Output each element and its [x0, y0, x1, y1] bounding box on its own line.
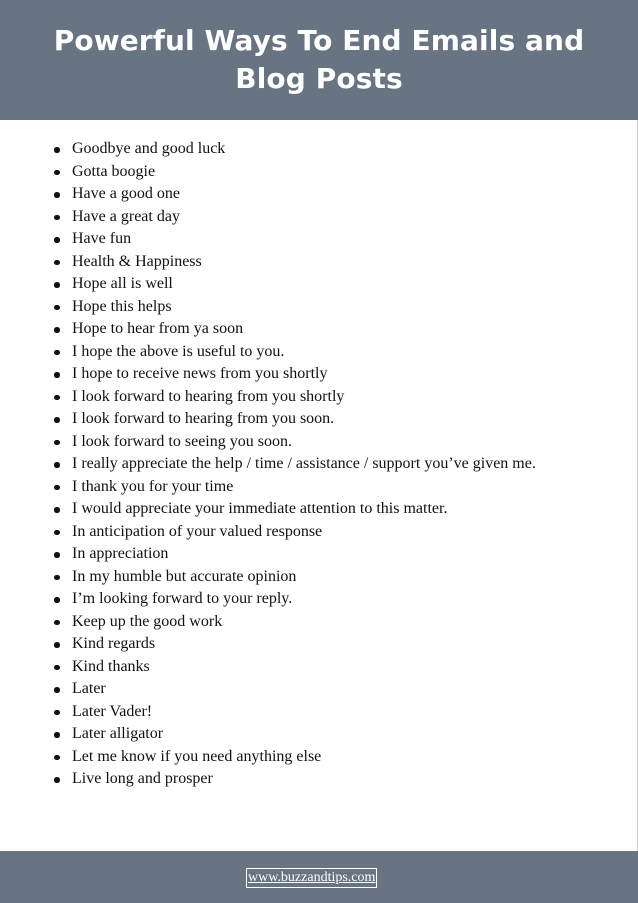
bullet-icon	[54, 350, 60, 356]
list-item	[45, 588, 625, 611]
list-item	[45, 386, 625, 409]
list-item	[45, 746, 625, 769]
page-title: Powerful Ways To End Emails and Blog Posts	[53, 24, 585, 95]
list-item-text: Later alligator	[72, 725, 164, 742]
list-item-text: I thank you for your time	[72, 477, 234, 495]
bullet-icon	[54, 282, 60, 288]
list-item	[45, 543, 625, 566]
list-item	[45, 431, 625, 454]
list-item-text: Keep up the good work	[72, 612, 223, 630]
list-item-text: I really appreciate the help / time / assistance / support you’ve given me.	[72, 455, 536, 472]
list-item	[45, 701, 625, 724]
list-item-text: I’m looking forward to your reply.	[72, 590, 293, 607]
list-item	[45, 228, 625, 251]
page-footer	[0, 851, 638, 903]
list-item-text: Have a good one	[72, 185, 180, 202]
list-item-text: Later	[72, 680, 106, 697]
bullet-icon	[54, 507, 60, 513]
list-item-text: Goodbye and good luck	[72, 140, 226, 157]
list-item-text: I would appreciate your immediate attention to this matter.	[72, 500, 448, 517]
bullet-icon	[54, 440, 60, 446]
bullet-icon	[54, 642, 60, 648]
list-item	[45, 566, 625, 589]
closing-phrases-list	[45, 138, 625, 791]
list-item-text: I hope to receive news from you shortly	[72, 365, 328, 382]
list-item-text: Kind regards	[72, 635, 156, 652]
bullet-icon	[54, 665, 60, 671]
list-item	[45, 341, 625, 364]
bullet-icon	[54, 372, 60, 378]
list-item	[45, 453, 625, 476]
list-item	[45, 161, 625, 184]
list-item	[45, 633, 625, 656]
bullet-icon	[54, 170, 60, 176]
bullet-icon	[54, 755, 60, 761]
list-item	[45, 296, 625, 319]
list-item	[45, 476, 625, 499]
bullet-icon	[54, 147, 60, 153]
list-item-text: In anticipation of your valued response	[72, 522, 323, 540]
bullet-icon	[54, 575, 60, 581]
list-item	[45, 656, 625, 679]
bullet-icon	[54, 620, 60, 626]
bullet-icon	[54, 732, 60, 738]
list-item-text: Live long and prosper	[72, 770, 213, 787]
list-item-text: I hope the above is useful to you.	[72, 342, 285, 360]
list-item	[45, 363, 625, 386]
list-item	[45, 318, 625, 341]
list-item	[45, 408, 625, 431]
list-item-text: I look forward to seeing you soon.	[72, 432, 292, 450]
list-item-text: Let me know if you need anything else	[72, 747, 322, 765]
list-item-text: Have fun	[72, 230, 132, 247]
bullet-icon	[54, 597, 60, 603]
list-item-text: Later Vader!	[72, 702, 153, 720]
list-item-text: Health & Happiness	[72, 252, 202, 270]
bullet-icon	[54, 417, 60, 423]
list-item-text: Hope this helps	[72, 297, 172, 315]
list-item	[45, 138, 625, 161]
bullet-icon	[54, 777, 60, 783]
list-item	[45, 723, 625, 746]
bullet-icon	[54, 192, 60, 198]
list-item	[45, 498, 625, 521]
list-item	[45, 206, 625, 229]
list-item-text: I look forward to hearing from you shortly	[72, 387, 345, 405]
list-item-text: Hope all is well	[72, 275, 173, 292]
list-item	[45, 521, 625, 544]
bullet-icon	[54, 237, 60, 243]
list-item-text: In appreciation	[72, 545, 169, 562]
list-item-text: Gotta boogie	[72, 162, 156, 180]
bullet-icon	[54, 260, 60, 266]
list-item-text: Have a great day	[72, 207, 180, 225]
list-item	[45, 678, 625, 701]
bullet-icon	[54, 530, 60, 536]
bullet-icon	[54, 305, 60, 311]
list-item-text: Hope to hear from ya soon	[72, 320, 244, 337]
bullet-icon	[54, 327, 60, 333]
bullet-icon	[54, 485, 60, 491]
bullet-icon	[54, 395, 60, 401]
list-item-text: I look forward to hearing from you soon.	[72, 410, 335, 427]
page-header	[0, 0, 638, 120]
list-item	[45, 768, 625, 791]
list-item-text: Kind thanks	[72, 657, 150, 675]
list-item-text: In my humble but accurate opinion	[72, 567, 297, 585]
list-item	[45, 183, 625, 206]
bullet-icon	[54, 710, 60, 716]
bullet-icon	[54, 215, 60, 221]
list-item	[45, 273, 625, 296]
list-item	[45, 251, 625, 274]
website-link[interactable]: www.buzzandtips.com	[246, 868, 377, 888]
list-item	[45, 611, 625, 634]
bullet-icon	[54, 462, 60, 468]
bullet-icon	[54, 687, 60, 693]
bullet-icon	[54, 552, 60, 558]
